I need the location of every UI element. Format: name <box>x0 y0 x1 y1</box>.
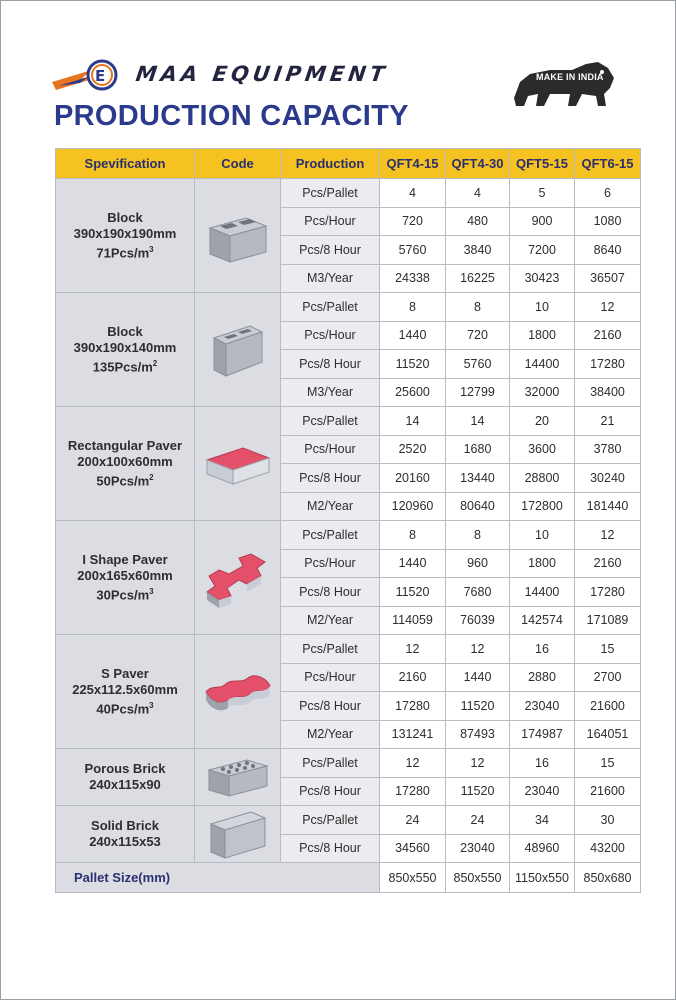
table-row <box>56 521 641 550</box>
brand-name: MAA EQUIPMENT <box>134 62 390 86</box>
header-model: QFT6-15 <box>575 149 641 179</box>
page-title: PRODUCTION CAPACITY <box>54 100 409 132</box>
porous-brick-icon <box>203 752 273 802</box>
value-cell: 2160 <box>575 549 641 578</box>
value-cell: 1800 <box>510 321 575 350</box>
value-cell: 171089 <box>575 606 641 635</box>
production-label: Pcs/8 Hour <box>281 236 380 265</box>
value-cell: 3840 <box>446 236 510 265</box>
value-cell: 6 <box>575 179 641 208</box>
value-cell: 14 <box>380 407 446 436</box>
value-cell: 20 <box>510 407 575 436</box>
spec-size: 240x115x53 <box>89 834 161 849</box>
code-cell <box>195 806 281 863</box>
spec-qty-unit: 2 <box>152 358 158 368</box>
value-cell: 15 <box>575 635 641 664</box>
value-cell: 14400 <box>510 578 575 607</box>
production-label: M2/Year <box>281 492 380 521</box>
value-cell: 30240 <box>575 464 641 493</box>
spec-name: Rectangular Paver <box>67 437 183 453</box>
spec-name: Block <box>107 209 143 225</box>
spec-cell <box>56 521 195 635</box>
spec-qty-unit: 3 <box>149 244 154 254</box>
value-cell: 17280 <box>380 692 446 721</box>
production-label: Pcs/8 Hour <box>281 464 380 493</box>
value-cell: 12 <box>575 293 641 322</box>
value-cell: 174987 <box>510 720 575 749</box>
value-cell: 32000 <box>510 378 575 407</box>
pallet-size-value: 850x680 <box>575 863 641 893</box>
table-row <box>56 806 641 835</box>
value-cell: 4 <box>380 179 446 208</box>
value-cell: 28800 <box>510 464 575 493</box>
spec-qty-unit: 3 <box>149 586 154 596</box>
value-cell: 80640 <box>446 492 510 521</box>
spec-size: 200x100x60mm <box>77 453 173 469</box>
header-model: QFT5-15 <box>510 149 575 179</box>
value-cell: 24 <box>446 806 510 835</box>
value-cell: 1080 <box>575 207 641 236</box>
make-in-india-badge: MAKE IN INDIA <box>536 72 604 82</box>
value-cell: 2160 <box>380 663 446 692</box>
value-cell: 2880 <box>510 663 575 692</box>
header-production: Production <box>281 149 380 179</box>
production-label: Pcs/8 Hour <box>281 692 380 721</box>
production-label: Pcs/8 Hour <box>281 834 380 863</box>
value-cell: 131241 <box>380 720 446 749</box>
value-cell: 3600 <box>510 435 575 464</box>
value-cell: 17280 <box>575 578 641 607</box>
value-cell: 8 <box>380 293 446 322</box>
production-label: Pcs/8 Hour <box>281 578 380 607</box>
code-cell <box>195 635 281 749</box>
value-cell: 34560 <box>380 834 446 863</box>
value-cell: 8 <box>380 521 446 550</box>
value-cell: 16225 <box>446 264 510 293</box>
value-cell: 120960 <box>380 492 446 521</box>
value-cell: 43200 <box>575 834 641 863</box>
value-cell: 13440 <box>446 464 510 493</box>
rectangular-paver-icon <box>203 434 273 494</box>
value-cell: 12 <box>446 635 510 664</box>
code-cell <box>195 293 281 407</box>
value-cell: 10 <box>510 293 575 322</box>
value-cell: 15 <box>575 749 641 778</box>
production-label: Pcs/8 Hour <box>281 350 380 379</box>
value-cell: 23040 <box>510 777 575 806</box>
spec-name: S Paver <box>101 665 149 681</box>
i-shape-paver-icon <box>203 546 273 610</box>
production-label: Pcs/Pallet <box>281 179 380 208</box>
value-cell: 23040 <box>446 834 510 863</box>
spec-cell <box>56 407 195 521</box>
pallet-size-value: 1150x550 <box>510 863 575 893</box>
header-specification: Spevification <box>56 149 195 179</box>
solid-brick-icon <box>203 806 273 862</box>
spec-cell <box>56 293 195 407</box>
header-model: QFT4-30 <box>446 149 510 179</box>
spec-cell <box>56 635 195 749</box>
value-cell: 14 <box>446 407 510 436</box>
value-cell: 1440 <box>380 321 446 350</box>
value-cell: 23040 <box>510 692 575 721</box>
value-cell: 164051 <box>575 720 641 749</box>
value-cell: 36507 <box>575 264 641 293</box>
production-label: Pcs/Hour <box>281 435 380 464</box>
s-paver-icon <box>202 662 274 722</box>
header-model: QFT4-15 <box>380 149 446 179</box>
spec-size: 390x190x140mm <box>73 339 177 355</box>
value-cell: 12 <box>446 749 510 778</box>
production-label: Pcs/Pallet <box>281 806 380 835</box>
spec-qty: 71Pcs/m <box>96 245 150 261</box>
value-cell: 20160 <box>380 464 446 493</box>
value-cell: 1440 <box>446 663 510 692</box>
code-cell <box>195 749 281 806</box>
value-cell: 1440 <box>380 549 446 578</box>
value-cell: 114059 <box>380 606 446 635</box>
production-label: Pcs/Pallet <box>281 521 380 550</box>
pallet-size-row <box>56 863 641 893</box>
hollow-block-icon <box>206 204 270 268</box>
value-cell: 21600 <box>575 777 641 806</box>
spec-qty-unit: 2 <box>149 472 154 482</box>
table-row <box>56 407 641 436</box>
code-cell <box>195 179 281 293</box>
pallet-size-label: Pallet Size(mm) <box>56 863 380 893</box>
production-label: Pcs/Pallet <box>281 407 380 436</box>
value-cell: 1800 <box>510 549 575 578</box>
value-cell: 21600 <box>575 692 641 721</box>
production-label: M3/Year <box>281 264 380 293</box>
value-cell: 16 <box>510 635 575 664</box>
value-cell: 11520 <box>380 578 446 607</box>
value-cell: 30423 <box>510 264 575 293</box>
production-label: Pcs/Hour <box>281 549 380 578</box>
spec-size: 225x112.5x60mm <box>72 681 178 697</box>
code-cell <box>195 407 281 521</box>
value-cell: 1680 <box>446 435 510 464</box>
value-cell: 21 <box>575 407 641 436</box>
spec-cell <box>56 179 195 293</box>
spec-name: Porous Brick <box>84 761 166 776</box>
production-label: Pcs/Hour <box>281 663 380 692</box>
value-cell: 960 <box>446 549 510 578</box>
value-cell: 48960 <box>510 834 575 863</box>
value-cell: 480 <box>446 207 510 236</box>
value-cell: 2700 <box>575 663 641 692</box>
table-row <box>56 293 641 322</box>
spec-qty: 40Pcs/m <box>96 701 150 717</box>
spec-name: Block <box>107 323 143 339</box>
spec-size: 200x165x60mm <box>77 567 173 583</box>
production-label: Pcs/Hour <box>281 321 380 350</box>
value-cell: 24 <box>380 806 446 835</box>
value-cell: 3780 <box>575 435 641 464</box>
value-cell: 5760 <box>446 350 510 379</box>
production-label: M2/Year <box>281 720 380 749</box>
value-cell: 34 <box>510 806 575 835</box>
value-cell: 11520 <box>446 692 510 721</box>
value-cell: 17280 <box>380 777 446 806</box>
svg-text:E: E <box>95 67 106 85</box>
pallet-size-value: 850x550 <box>446 863 510 893</box>
spec-size: 390x190x190mm <box>73 225 177 241</box>
value-cell: 17280 <box>575 350 641 379</box>
production-label: Pcs/Pallet <box>281 749 380 778</box>
value-cell: 24338 <box>380 264 446 293</box>
value-cell: 2160 <box>575 321 641 350</box>
value-cell: 11520 <box>380 350 446 379</box>
pallet-size-value: 850x550 <box>380 863 446 893</box>
value-cell: 142574 <box>510 606 575 635</box>
value-cell: 16 <box>510 749 575 778</box>
spec-qty: 135Pcs/m <box>92 359 153 375</box>
header-code: Code <box>195 149 281 179</box>
value-cell: 720 <box>446 321 510 350</box>
value-cell: 720 <box>380 207 446 236</box>
value-cell: 7200 <box>510 236 575 265</box>
production-label: Pcs/8 Hour <box>281 777 380 806</box>
table-row <box>56 749 641 778</box>
spec-qty-unit: 3 <box>149 700 154 710</box>
value-cell: 76039 <box>446 606 510 635</box>
production-label: Pcs/Pallet <box>281 293 380 322</box>
spec-qty: 30Pcs/m <box>96 587 150 603</box>
value-cell: 7680 <box>446 578 510 607</box>
value-cell: 8 <box>446 521 510 550</box>
value-cell: 5760 <box>380 236 446 265</box>
value-cell: 30 <box>575 806 641 835</box>
value-cell: 12 <box>380 635 446 664</box>
value-cell: 900 <box>510 207 575 236</box>
company-logo-icon <box>52 56 122 94</box>
narrow-block-icon <box>206 318 270 382</box>
spec-name: Solid Brick <box>91 818 159 833</box>
spec-qty: 50Pcs/m <box>96 473 150 489</box>
production-capacity-table <box>55 148 641 893</box>
spec-cell <box>56 806 195 863</box>
value-cell: 38400 <box>575 378 641 407</box>
value-cell: 172800 <box>510 492 575 521</box>
make-in-india-lion-icon <box>510 58 616 110</box>
production-label: Pcs/Hour <box>281 207 380 236</box>
production-label: M2/Year <box>281 606 380 635</box>
value-cell: 12 <box>575 521 641 550</box>
table-row <box>56 635 641 664</box>
value-cell: 14400 <box>510 350 575 379</box>
table-row <box>56 179 641 208</box>
value-cell: 10 <box>510 521 575 550</box>
value-cell: 4 <box>446 179 510 208</box>
value-cell: 12799 <box>446 378 510 407</box>
production-label: Pcs/Pallet <box>281 635 380 664</box>
value-cell: 181440 <box>575 492 641 521</box>
production-label: M3/Year <box>281 378 380 407</box>
table-header-row <box>56 149 641 179</box>
value-cell: 25600 <box>380 378 446 407</box>
spec-name: I Shape Paver <box>82 551 168 567</box>
value-cell: 8640 <box>575 236 641 265</box>
spec-cell <box>56 749 195 806</box>
value-cell: 5 <box>510 179 575 208</box>
value-cell: 12 <box>380 749 446 778</box>
code-cell <box>195 521 281 635</box>
spec-size: 240x115x90 <box>89 777 161 792</box>
value-cell: 11520 <box>446 777 510 806</box>
value-cell: 2520 <box>380 435 446 464</box>
value-cell: 8 <box>446 293 510 322</box>
value-cell: 87493 <box>446 720 510 749</box>
